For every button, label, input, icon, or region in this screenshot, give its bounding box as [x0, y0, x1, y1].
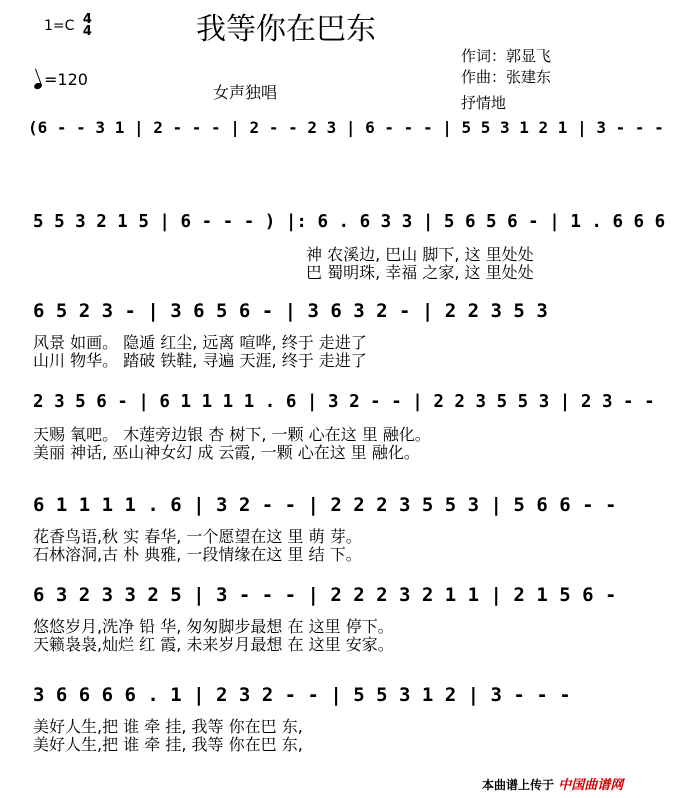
time-sig-bottom: 4 — [82, 24, 92, 39]
song-title: 我等你在巴东 — [196, 12, 376, 47]
lyrics-verse2-line-5: 石林溶洞,古 朴 典雅, 一段情缘在这 里 结 下。 — [33, 545, 362, 564]
lyrics-verse2-line-4: 美丽 神话, 巫山神女幻 成 云霞, 一颗 心在这 里 融化。 — [33, 443, 420, 462]
site-footer — [482, 774, 623, 793]
quarter-note-icon — [33, 82, 43, 90]
lyrics-verse2-line-6: 天籁袅袅,灿烂 红 霞, 未来岁月最想 在 这里 安家。 — [33, 635, 394, 654]
lyrics-verse2-line-3: 山川 物华。 踏破 铁鞋, 寻遍 天涯, 终于 走进了 — [33, 351, 367, 370]
voice-type: 女声独唱 — [213, 83, 278, 102]
score-system-5 — [0, 494, 677, 564]
lyrics-verse1-line-7: 美好人生,把 谁 牵 挂, 我等 你在巴 东, — [33, 717, 303, 736]
score-system-2 — [0, 212, 677, 282]
score-system-3 — [0, 300, 677, 370]
lyrics-verse1-line-5: 花香鸟语,秋 实 春华, 一个愿望在这 里 萌 芽。 — [33, 527, 362, 546]
time-signature — [83, 14, 92, 38]
lyricist-credit: 作词：郭显飞 — [461, 47, 552, 65]
key-signature — [44, 14, 92, 38]
notes-line-6: 6 3 2 3 3 2 5 | 3 - - - | 2 2 2 3 2 1 1 | 2 1 5 6 - — [33, 584, 617, 606]
notes-line-5: 6 1 1 1 1 . 6 | 3 2 - - | 2 2 2 3 5 5 3 | 5 6 6 - - — [33, 494, 617, 516]
notes-line-3: 6 5 2 3 - | 3 6 5 6 - | 3 6 3 2 - | 2 2 3 5 3 — [33, 300, 548, 322]
footer-upload-text: 本曲谱上传于 — [482, 778, 555, 792]
time-sig-top: 4 — [82, 12, 92, 27]
lyrics-verse1-line-6: 悠悠岁月,洗净 铅 华, 匆匆脚步最想 在 这里 停下。 — [33, 617, 394, 636]
lyrics-verse2-line-7: 美好人生,把 谁 牵 挂, 我等 你在巴 东, — [33, 735, 303, 754]
notes-line-1: (6 - - 3 1 | 2 - - - | 2 - - 2 3 | 6 - - - | 5 5 3 1 2 1 | 3 - - - — [28, 118, 664, 137]
composer-credit: 作曲：张建东 — [461, 68, 552, 86]
notes-line-2: 5 5 3 2 1 5 | 6 - - - ) |: 6 . 6 3 3 | 5 6 5 6 - | 1 . 6 6 6 — [33, 212, 666, 232]
score-system-6 — [0, 584, 677, 654]
notes-line-4: 2 3 5 6 - | 6 1 1 1 1 . 6 | 3 2 - - | 2 2 3 5 5 3 | 2 3 - - — [33, 392, 655, 412]
lyrics-verse1-line-3: 风景 如画。 隐遁 红尘, 远离 喧哗, 终于 走进了 — [33, 333, 367, 352]
score-system-4 — [0, 392, 677, 462]
mood-marking: 抒情地 — [461, 94, 507, 112]
score-system-1 — [0, 118, 677, 188]
key-text: 1=C — [44, 18, 75, 34]
notes-line-7: 3 6 6 6 6 . 1 | 2 3 2 - - | 5 5 3 1 2 | 3 - - - — [33, 684, 571, 706]
tempo-value: =120 — [44, 70, 88, 89]
lyrics-verse2-line-2: 巴 蜀明珠, 幸福 之家, 这 里处处 — [306, 263, 534, 282]
lyrics-verse1-line-2: 神 农溪边, 巴山 脚下, 这 里处处 — [306, 245, 534, 264]
site-logo-text[interactable]: 中国曲谱网 — [558, 778, 624, 793]
lyrics-verse1-line-4: 天赐 氧吧。 木莲旁边银 杏 树下, 一颗 心在这 里 融化。 — [33, 425, 431, 444]
tempo-marking — [34, 70, 88, 89]
score-system-7 — [0, 684, 677, 754]
